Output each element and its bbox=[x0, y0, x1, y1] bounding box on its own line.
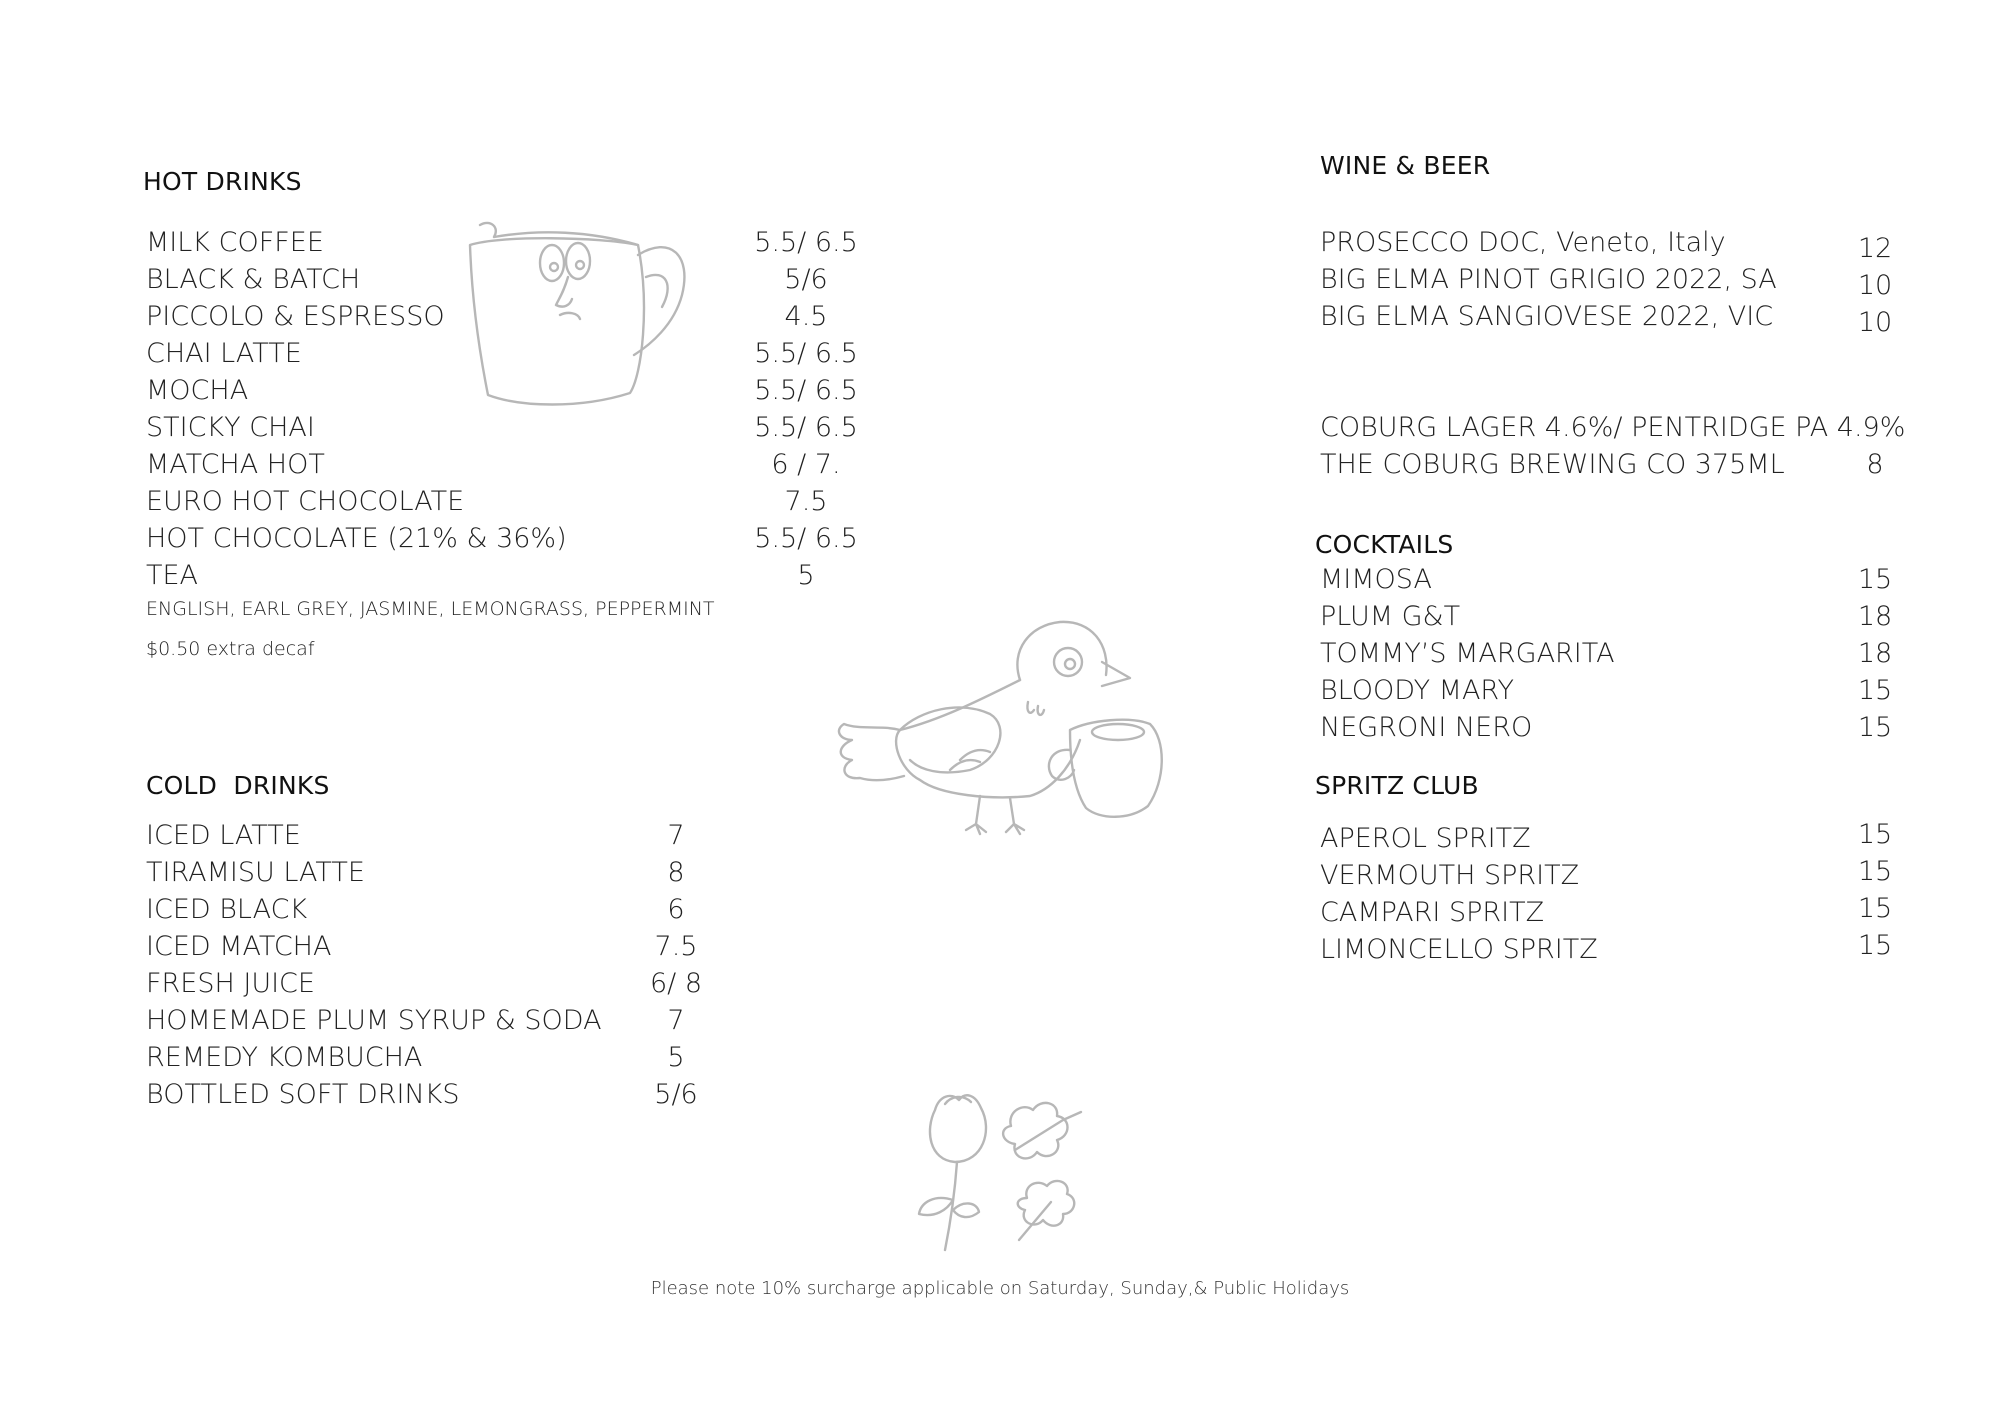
list-item bbox=[1320, 635, 1900, 672]
list-item bbox=[1320, 298, 1900, 338]
item-name: BIG ELMA PINOT GRIGIO 2022, SA bbox=[1320, 264, 1777, 295]
item-name: BLACK & BATCH bbox=[146, 264, 361, 295]
item-price: 5.5/ 6.5 bbox=[754, 375, 858, 406]
item-name: TIRAMISU LATTE bbox=[146, 857, 365, 888]
list-item bbox=[146, 409, 866, 446]
item-price: 7.5 bbox=[784, 486, 828, 517]
item-price: 4.5 bbox=[784, 301, 828, 332]
item-price: 15 bbox=[1857, 930, 1893, 961]
item-name: LIMONCELLO SPRITZ bbox=[1320, 934, 1598, 965]
list-item bbox=[1320, 561, 1900, 598]
pigeon-with-cup-icon bbox=[830, 620, 1190, 870]
list-item bbox=[146, 520, 866, 557]
item-price: 7 bbox=[667, 1005, 685, 1036]
item-name: STICKY CHAI bbox=[146, 412, 315, 443]
item-price: 7 bbox=[667, 820, 685, 851]
item-price: 18 bbox=[1857, 638, 1893, 669]
item-price: 15 bbox=[1857, 712, 1893, 743]
item-name: APEROL SPRITZ bbox=[1320, 823, 1531, 854]
list-item bbox=[146, 224, 866, 261]
list-item bbox=[146, 446, 866, 483]
item-name: VERMOUTH SPRITZ bbox=[1320, 860, 1580, 891]
item-name: EURO HOT CHOCOLATE bbox=[146, 486, 465, 517]
item-price: 18 bbox=[1857, 601, 1893, 632]
list-item bbox=[146, 483, 866, 520]
list-item bbox=[1320, 672, 1900, 709]
item-price: 6/ 8 bbox=[649, 968, 703, 999]
flower-leaves-icon bbox=[915, 1090, 1095, 1255]
list-item bbox=[1320, 709, 1900, 746]
list-item bbox=[1320, 894, 1900, 931]
hot-drinks-heading: HOT DRINKS bbox=[143, 167, 302, 196]
item-name: CAMPARI SPRITZ bbox=[1320, 897, 1545, 928]
item-name: BLOODY MARY bbox=[1320, 675, 1514, 706]
cold-drinks-heading: COLD DRINKS bbox=[146, 771, 330, 800]
item-price: 5.5/ 6.5 bbox=[754, 523, 858, 554]
item-name: ICED LATTE bbox=[146, 820, 301, 851]
list-item bbox=[146, 1076, 726, 1113]
tea-varieties: ENGLISH, EARL GREY, JASMINE, LEMONGRASS, PEPPERMINT bbox=[146, 598, 715, 620]
item-price: 8 bbox=[667, 857, 685, 888]
item-price: 15 bbox=[1857, 564, 1893, 595]
item-price: 10 bbox=[1857, 307, 1893, 338]
item-name: BOTTLED SOFT DRINKS bbox=[146, 1079, 460, 1110]
item-name: FRESH JUICE bbox=[146, 968, 315, 999]
list-item bbox=[1320, 224, 1900, 264]
item-price: 5/6 bbox=[654, 1079, 698, 1110]
list-item bbox=[146, 557, 866, 594]
item-name: ICED BLACK bbox=[146, 894, 308, 925]
beer-line bbox=[1320, 409, 1906, 446]
decaf-note: $0.50 extra decaf bbox=[146, 638, 315, 660]
cocktails-heading: COCKTAILS bbox=[1315, 530, 1454, 559]
item-name: HOMEMADE PLUM SYRUP & SODA bbox=[146, 1005, 602, 1036]
item-name: MILK COFFEE bbox=[146, 227, 324, 258]
list-item bbox=[146, 372, 866, 409]
item-name: MOCHA bbox=[146, 375, 249, 406]
item-price: 6 / 7. bbox=[771, 449, 841, 480]
item-name: CHAI LATTE bbox=[146, 338, 302, 369]
item-price: 15 bbox=[1857, 675, 1893, 706]
item-price: 8 bbox=[1866, 449, 1884, 480]
list-item bbox=[146, 965, 726, 1002]
list-item bbox=[146, 817, 726, 854]
list-item bbox=[146, 335, 866, 372]
item-name: PROSECCO DOC, Veneto, Italy bbox=[1320, 227, 1726, 258]
list-item bbox=[146, 854, 726, 891]
item-price: 15 bbox=[1857, 893, 1893, 924]
item-name: TOMMY’S MARGARITA bbox=[1320, 638, 1615, 669]
item-price: 5 bbox=[797, 560, 815, 591]
list-item bbox=[1320, 598, 1900, 635]
item-price: 5 bbox=[667, 1042, 685, 1073]
beer-name: COBURG LAGER 4.6%/ PENTRIDGE PA 4.9% bbox=[1320, 412, 1906, 443]
list-item bbox=[146, 928, 726, 965]
item-price: 12 bbox=[1857, 233, 1893, 264]
item-name: TEA bbox=[146, 560, 199, 591]
list-item bbox=[1320, 931, 1900, 968]
item-price: 5.5/ 6.5 bbox=[754, 227, 858, 258]
list-item bbox=[146, 261, 866, 298]
list-item bbox=[1320, 261, 1900, 301]
wine-beer-heading: WINE & BEER bbox=[1320, 151, 1491, 180]
item-name: PLUM G&T bbox=[1320, 601, 1461, 632]
item-price: 5.5/ 6.5 bbox=[754, 338, 858, 369]
beer-brewery: THE COBURG BREWING CO 375ML bbox=[1320, 449, 1785, 480]
item-price: 7.5 bbox=[654, 931, 698, 962]
item-name: MIMOSA bbox=[1320, 564, 1432, 595]
item-name: BIG ELMA SANGIOVESE 2022, VIC bbox=[1320, 301, 1774, 332]
spritz-club-heading: SPRITZ CLUB bbox=[1315, 771, 1479, 800]
item-name: NEGRONI NERO bbox=[1320, 712, 1533, 743]
item-name: ICED MATCHA bbox=[146, 931, 332, 962]
item-name: REMEDY KOMBUCHA bbox=[146, 1042, 423, 1073]
beer-line bbox=[1320, 446, 1900, 483]
item-price: 15 bbox=[1857, 856, 1893, 887]
item-price: 15 bbox=[1857, 819, 1893, 850]
item-price: 6 bbox=[667, 894, 685, 925]
list-item bbox=[1320, 857, 1900, 894]
item-name: HOT CHOCOLATE (21% & 36%) bbox=[146, 523, 567, 554]
list-item bbox=[146, 891, 726, 928]
item-name: MATCHA HOT bbox=[146, 449, 325, 480]
item-price: 5/6 bbox=[784, 264, 828, 295]
list-item bbox=[146, 1039, 726, 1076]
list-item bbox=[146, 298, 866, 335]
item-name: PICCOLO & ESPRESSO bbox=[146, 301, 445, 332]
list-item bbox=[1320, 820, 1900, 857]
item-price: 10 bbox=[1857, 270, 1893, 301]
surcharge-note: Please note 10% surcharge applicable on Saturday, Sunday,& Public Holidays bbox=[650, 1278, 1350, 1299]
item-price: 5.5/ 6.5 bbox=[754, 412, 858, 443]
list-item bbox=[146, 1002, 726, 1039]
